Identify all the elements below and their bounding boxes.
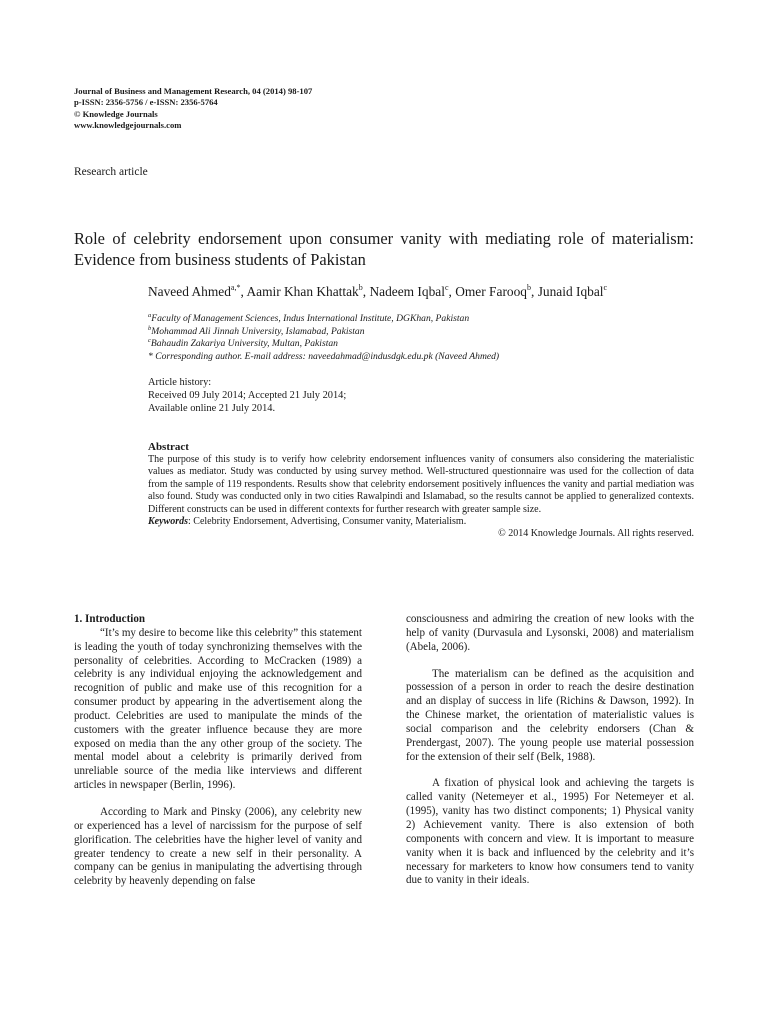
affiliation-item: $^c$Bahaudin Zakariya University, Multan, Pakistan xyxy=(148,337,338,350)
history-label: Article history: xyxy=(148,377,212,388)
body-column-right xyxy=(406,613,694,901)
abstract-body: The purpose of this study is to verify how celebrity endorsement influences vanity of consumers also considering the materialistic values as mediator. Study was conducted by using survey method. Well-structured questionnaire was used for the collection of data from the sample of 119 respondents. Results show that celebrity endorsement positively influences the vanity and partial mediation was also found. Study was conducted only in two cities Rawalpindi and Islamabad, so the results cannot be applied to generalized contexts. Different constructs can be used in different contexts for further research with greater sample size. xyxy=(148,454,694,515)
corresponding-author: * Corresponding author. E-mail address: naveedahmad@indusdgk.edu.pk (Naveed Ahmed) xyxy=(148,350,500,362)
body-paragraph: “It’s my desire to become like this celebrity” this statement is leading the youth of today synchronizing themselves with the personality of celebrities. According to McCracken (1989) a celebrity is any individual enjoying the acknowledgement and recognition of public and make use of this recognition for a consumer product by appearing in the advertisement along the product. Celebrities are used to manipulate the minds of the customers with the greater influence because they are more exposed on media than the any other group of the society. The mental model about a celebrity is primarily derived from unreliable source of the media like interviews and different articles in newspaper (Berlin, 1996). xyxy=(74,626,362,792)
abstract xyxy=(148,441,694,541)
keywords xyxy=(148,516,694,528)
author-list: Naveed Ahmed$^{a,*}$, Aamir Khan Khattak$^b$, Nadeem Iqbal$^c$, Omer Farooq$^b$, Junaid Iqbal$^c$ xyxy=(148,283,608,299)
journal-website[interactable]: www.knowledgejournals.com xyxy=(74,120,182,131)
author-name: Omer Farooq xyxy=(455,284,527,299)
author-affil-sup: b xyxy=(358,283,363,292)
body-paragraph: A fixation of physical look and achieving the targets is called vanity (Netemeyer et al., 1995) For Netemeyer et al. (1995), vanity has two distinct components; 1) Physical vanity 2) Achievement vanity. There is also extension of both components with concern and view. It is important to measure vanity when it is back and influenced by the celebrity and it’s necessary for marketers to know how consumers tend to vanity due to vanity in their ideals. xyxy=(406,777,694,887)
journal-issn: p-ISSN: 2356-5756 / e-ISSN: 2356-5764 xyxy=(74,97,218,108)
paper-title: Role of celebrity endorsement upon consumer vanity with mediating role of materialism: Evidence from business students of Pakistan xyxy=(74,229,694,269)
body-paragraph: According to Mark and Pinsky (2006), any celebrity new or experienced has a level of narcissism for the purpose of self glorification. The celebrities have the higher level of vanity and greater tendency to create a new self in their personality. A company can be genius in manipulating the advertising through celebrity by heavenly depending on false xyxy=(74,805,362,888)
body-column-left xyxy=(74,613,362,902)
affiliation-item: $^a$Faculty of Management Sciences, Indus International Institute, DGKhan, Pakistan xyxy=(148,312,470,324)
affiliations xyxy=(148,313,499,363)
article-type: Research article xyxy=(74,166,148,178)
body-paragraph: The materialism can be defined as the acquisition and possession of a person in order to reach the desire destination and an display of success in life (Richins & Dawson, 1992). In the Chinese market, the orientation of materialistic values is social comparison and the celebrity endorsers (Chan & Prendergast, 2007). The young people use material possession for the extension of their self (Belk, 1988). xyxy=(406,667,694,763)
author-name: Junaid Iqbal xyxy=(537,284,604,299)
history-online: Available online 21 July 2014. xyxy=(148,402,276,414)
body-paragraph: consciousness and admiring the creation of new looks with the help of vanity (Durvasula and Lysonski, 2008) and materialism (Abela, 2006). xyxy=(406,613,694,653)
keywords-list: : Celebrity Endorsement, Advertising, Consumer vanity, Materialism. xyxy=(188,516,467,528)
copyright-notice: © 2014 Knowledge Journals. All rights reserved. xyxy=(498,528,694,540)
section-heading: 1. Introduction xyxy=(74,613,146,625)
abstract-heading: Abstract xyxy=(148,441,189,453)
author-name: Naveed Ahmed xyxy=(148,284,231,299)
author-affil-sup: b xyxy=(527,283,531,292)
author-name: Nadeem Iqbal xyxy=(369,284,445,299)
journal-name: Journal of Business and Management Research, 04 (2014) 98-107 xyxy=(74,86,313,96)
history-received: Received 09 July 2014; Accepted 21 July 2014; xyxy=(148,389,347,401)
author-affil-sup: c xyxy=(603,283,608,292)
author-affil-sup: a,* xyxy=(230,283,241,292)
journal-header xyxy=(74,86,312,132)
affiliation-item: $^b$Mohammad Ali Jinnah University, Islamabad, Pakistan xyxy=(148,324,365,337)
article-history xyxy=(148,377,346,415)
author-affil-sup: c xyxy=(444,283,449,292)
keywords-label: Keywords xyxy=(148,516,188,528)
journal-publisher: © Knowledge Journals xyxy=(74,108,158,119)
author-name: Aamir Khan Khattak xyxy=(246,284,359,299)
